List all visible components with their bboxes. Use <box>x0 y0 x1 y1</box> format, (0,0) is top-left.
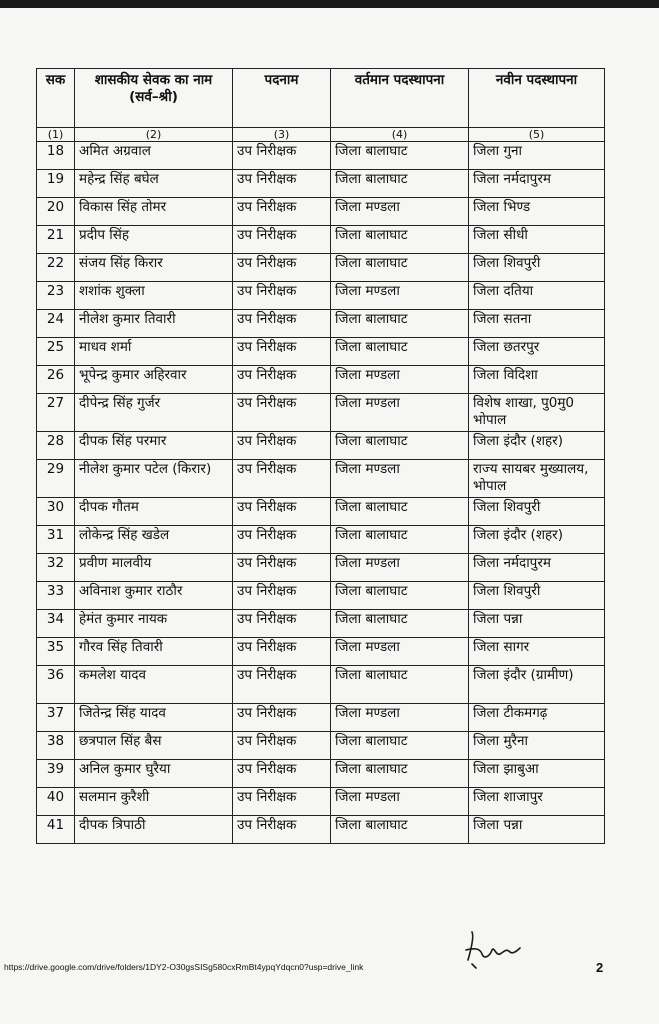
cell-serial: 35 <box>37 638 75 666</box>
cell-current-posting: जिला मण्डला <box>331 394 469 432</box>
cell-new-posting: जिला विदिशा <box>469 366 605 394</box>
cell-new-posting: जिला पन्ना <box>469 816 605 844</box>
cell-designation: उप निरीक्षक <box>233 638 331 666</box>
top-edge-bar <box>0 0 659 8</box>
cell-serial: 33 <box>37 582 75 610</box>
cell-name: भूपेन्द्र कुमार अहिरवार <box>75 366 233 394</box>
cell-serial: 20 <box>37 198 75 226</box>
cell-designation: उप निरीक्षक <box>233 366 331 394</box>
col-number: (5) <box>469 128 605 142</box>
table-row <box>37 760 605 788</box>
cell-name: दीपक गौतम <box>75 498 233 526</box>
cell-new-posting: जिला इंदौर (ग्रामीण) <box>469 666 605 704</box>
page-number: 2 <box>596 960 604 975</box>
cell-designation: उप निरीक्षक <box>233 310 331 338</box>
cell-name: अमित अग्रवाल <box>75 142 233 170</box>
cell-designation: उप निरीक्षक <box>233 788 331 816</box>
cell-serial: 19 <box>37 170 75 198</box>
cell-name: सलमान कुरैशी <box>75 788 233 816</box>
cell-name: दीपक त्रिपाठी <box>75 816 233 844</box>
cell-designation: उप निरीक्षक <box>233 142 331 170</box>
cell-current-posting: जिला बालाघाट <box>331 142 469 170</box>
table-row <box>37 610 605 638</box>
cell-current-posting: जिला मण्डला <box>331 198 469 226</box>
table-row <box>37 788 605 816</box>
cell-name: महेन्द्र सिंह बघेल <box>75 170 233 198</box>
cell-designation: उप निरीक्षक <box>233 554 331 582</box>
cell-current-posting: जिला मण्डला <box>331 638 469 666</box>
cell-current-posting: जिला बालाघाट <box>331 610 469 638</box>
cell-designation: उप निरीक्षक <box>233 704 331 732</box>
cell-designation: उप निरीक्षक <box>233 610 331 638</box>
cell-designation: उप निरीक्षक <box>233 460 331 498</box>
cell-name: विकास सिंह तोमर <box>75 198 233 226</box>
cell-name: दीपेन्द्र सिंह गुर्जर <box>75 394 233 432</box>
cell-serial: 28 <box>37 432 75 460</box>
table-row <box>37 816 605 844</box>
cell-current-posting: जिला मण्डला <box>331 460 469 498</box>
cell-new-posting: जिला भिण्ड <box>469 198 605 226</box>
cell-new-posting: जिला झाबुआ <box>469 760 605 788</box>
cell-serial: 37 <box>37 704 75 732</box>
table-row <box>37 170 605 198</box>
cell-current-posting: जिला मण्डला <box>331 366 469 394</box>
cell-designation: उप निरीक्षक <box>233 526 331 554</box>
cell-name: छत्रपाल सिंह बैस <box>75 732 233 760</box>
cell-serial: 41 <box>37 816 75 844</box>
cell-serial: 29 <box>37 460 75 498</box>
cell-name: प्रदीप सिंह <box>75 226 233 254</box>
table-row <box>37 198 605 226</box>
cell-current-posting: जिला बालाघाट <box>331 666 469 704</box>
cell-designation: उप निरीक्षक <box>233 432 331 460</box>
cell-serial: 32 <box>37 554 75 582</box>
cell-current-posting: जिला मण्डला <box>331 704 469 732</box>
cell-current-posting: जिला बालाघाट <box>331 226 469 254</box>
cell-name: हेमंत कुमार नायक <box>75 610 233 638</box>
cell-designation: उप निरीक्षक <box>233 282 331 310</box>
cell-new-posting: विशेष शाखा, पु0मु0 भोपाल <box>469 394 605 432</box>
table-body <box>37 142 605 844</box>
cell-serial: 24 <box>37 310 75 338</box>
cell-serial: 38 <box>37 732 75 760</box>
cell-new-posting: जिला शिवपुरी <box>469 498 605 526</box>
table-row <box>37 554 605 582</box>
cell-current-posting: जिला बालाघाट <box>331 432 469 460</box>
table-row <box>37 338 605 366</box>
cell-name: शशांक शुक्ला <box>75 282 233 310</box>
cell-serial: 30 <box>37 498 75 526</box>
cell-serial: 18 <box>37 142 75 170</box>
cell-new-posting: जिला इंदौर (शहर) <box>469 432 605 460</box>
cell-serial: 31 <box>37 526 75 554</box>
col-header-designation: पदनाम <box>233 69 331 128</box>
cell-designation: उप निरीक्षक <box>233 170 331 198</box>
cell-designation: उप निरीक्षक <box>233 666 331 704</box>
cell-serial: 36 <box>37 666 75 704</box>
cell-designation: उप निरीक्षक <box>233 226 331 254</box>
cell-new-posting: जिला नर्मदापुरम <box>469 554 605 582</box>
col-number: (3) <box>233 128 331 142</box>
col-header-serial: सक <box>37 69 75 128</box>
cell-name: नीलेश कुमार तिवारी <box>75 310 233 338</box>
cell-name: प्रवीण मालवीय <box>75 554 233 582</box>
table-row <box>37 638 605 666</box>
cell-new-posting: जिला सीधी <box>469 226 605 254</box>
table-row <box>37 460 605 498</box>
cell-new-posting: राज्य सायबर मुख्यालय, भोपाल <box>469 460 605 498</box>
cell-new-posting: जिला शाजापुर <box>469 788 605 816</box>
header-row <box>37 69 605 128</box>
table-row <box>37 432 605 460</box>
cell-new-posting: जिला टीकमगढ़ <box>469 704 605 732</box>
cell-current-posting: जिला बालाघाट <box>331 310 469 338</box>
table-row <box>37 282 605 310</box>
cell-designation: उप निरीक्षक <box>233 732 331 760</box>
cell-name: अविनाश कुमार राठौर <box>75 582 233 610</box>
cell-serial: 39 <box>37 760 75 788</box>
col-header-name: शासकीय सेवक का नाम (सर्व–श्री) <box>75 69 233 128</box>
cell-name: संजय सिंह किरार <box>75 254 233 282</box>
cell-current-posting: जिला बालाघाट <box>331 760 469 788</box>
cell-new-posting: जिला छतरपुर <box>469 338 605 366</box>
cell-current-posting: जिला बालाघाट <box>331 816 469 844</box>
table-row <box>37 310 605 338</box>
cell-serial: 27 <box>37 394 75 432</box>
cell-serial: 23 <box>37 282 75 310</box>
col-number: (2) <box>75 128 233 142</box>
table-row <box>37 666 605 704</box>
cell-new-posting: जिला सागर <box>469 638 605 666</box>
col-number: (4) <box>331 128 469 142</box>
table-row <box>37 226 605 254</box>
cell-designation: उप निरीक्षक <box>233 582 331 610</box>
table-row <box>37 254 605 282</box>
cell-current-posting: जिला मण्डला <box>331 282 469 310</box>
cell-name: दीपक सिंह परमार <box>75 432 233 460</box>
cell-name: नीलेश कुमार पटेल (किरार) <box>75 460 233 498</box>
transfer-table <box>36 68 605 844</box>
cell-serial: 25 <box>37 338 75 366</box>
cell-new-posting: जिला नर्मदापुरम <box>469 170 605 198</box>
cell-new-posting: जिला शिवपुरी <box>469 254 605 282</box>
cell-new-posting: जिला मुरैना <box>469 732 605 760</box>
cell-current-posting: जिला बालाघाट <box>331 498 469 526</box>
cell-designation: उप निरीक्षक <box>233 760 331 788</box>
cell-new-posting: जिला पन्ना <box>469 610 605 638</box>
cell-current-posting: जिला मण्डला <box>331 788 469 816</box>
cell-name: अनिल कुमार घुरैया <box>75 760 233 788</box>
cell-current-posting: जिला बालाघाट <box>331 170 469 198</box>
signature-mark <box>460 926 530 970</box>
table-row <box>37 498 605 526</box>
cell-designation: उप निरीक्षक <box>233 394 331 432</box>
table-row <box>37 366 605 394</box>
cell-designation: उप निरीक्षक <box>233 198 331 226</box>
cell-name: माधव शर्मा <box>75 338 233 366</box>
cell-name: जितेन्द्र सिंह यादव <box>75 704 233 732</box>
col-number: (1) <box>37 128 75 142</box>
table-row <box>37 526 605 554</box>
cell-serial: 21 <box>37 226 75 254</box>
cell-new-posting: जिला गुना <box>469 142 605 170</box>
cell-current-posting: जिला बालाघाट <box>331 254 469 282</box>
cell-current-posting: जिला बालाघाट <box>331 338 469 366</box>
cell-name: लोकेन्द्र सिंह खडेल <box>75 526 233 554</box>
table-row <box>37 394 605 432</box>
cell-serial: 22 <box>37 254 75 282</box>
cell-designation: उप निरीक्षक <box>233 338 331 366</box>
cell-new-posting: जिला दतिया <box>469 282 605 310</box>
cell-new-posting: जिला शिवपुरी <box>469 582 605 610</box>
table-row <box>37 142 605 170</box>
cell-serial: 34 <box>37 610 75 638</box>
column-number-row <box>37 128 605 142</box>
cell-designation: उप निरीक्षक <box>233 254 331 282</box>
cell-designation: उप निरीक्षक <box>233 816 331 844</box>
footer-drive-link[interactable]: https://drive.google.com/drive/folders/1DY2-O30gsSISg580cxRmBt4ypqYdqcn0?usp=drive_link <box>4 962 364 972</box>
cell-new-posting: जिला सतना <box>469 310 605 338</box>
cell-current-posting: जिला मण्डला <box>331 554 469 582</box>
cell-new-posting: जिला इंदौर (शहर) <box>469 526 605 554</box>
cell-designation: उप निरीक्षक <box>233 498 331 526</box>
table-row <box>37 582 605 610</box>
cell-serial: 26 <box>37 366 75 394</box>
table-row <box>37 704 605 732</box>
cell-current-posting: जिला बालाघाट <box>331 582 469 610</box>
cell-current-posting: जिला बालाघाट <box>331 526 469 554</box>
cell-name: कमलेश यादव <box>75 666 233 704</box>
col-header-new-posting: नवीन पदस्थापना <box>469 69 605 128</box>
col-header-current-posting: वर्तमान पदस्थापना <box>331 69 469 128</box>
table-row <box>37 732 605 760</box>
cell-current-posting: जिला बालाघाट <box>331 732 469 760</box>
cell-name: गौरव सिंह तिवारी <box>75 638 233 666</box>
cell-serial: 40 <box>37 788 75 816</box>
